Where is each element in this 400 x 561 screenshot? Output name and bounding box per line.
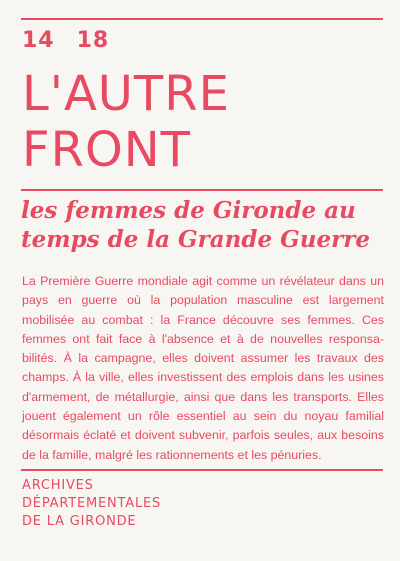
subtitle-line-2: temps de la Grande Guerre — [21, 226, 370, 253]
subtitle-line-1: les femmes de Gironde au — [21, 197, 356, 224]
publisher-line-2: DÉPARTEMENTALES — [22, 496, 162, 511]
middle-rule — [21, 189, 383, 191]
subtitle — [21, 196, 383, 254]
year-end: 18 — [76, 28, 110, 53]
publisher-line-1: ARCHIVES — [22, 478, 94, 493]
description-paragraph: La Première Guerre mondiale agit comme un révélateur dans un pays en guerre où la population masculine est largement mobilisée au combat : la France découvre ses femmes. Ces femmes ont fait face à l'absence et à de nouvelles responsabilités. À la campagne, elles doivent assumer les travaux des champs. À la ville, elles investissent des emplois dans les usines d'armement, de métallurgie, ainsi que dans les transports. Elles jouent également un rôle essentiel au sein du noyau familial désormais éclaté et doivent subvenir, parfois seules, aux besoins de la famille, malgré les rationnements et les pénuries. — [22, 274, 384, 462]
bottom-rule — [21, 469, 383, 471]
title-line-1: L'AUTRE — [22, 66, 230, 122]
year-start: 14 — [22, 28, 55, 53]
publisher-line-3: DE LA GIRONDE — [22, 514, 137, 529]
years-label — [22, 28, 109, 53]
title-line-2: FRONT — [22, 122, 191, 178]
publisher-name — [22, 477, 161, 531]
top-rule — [21, 18, 383, 20]
